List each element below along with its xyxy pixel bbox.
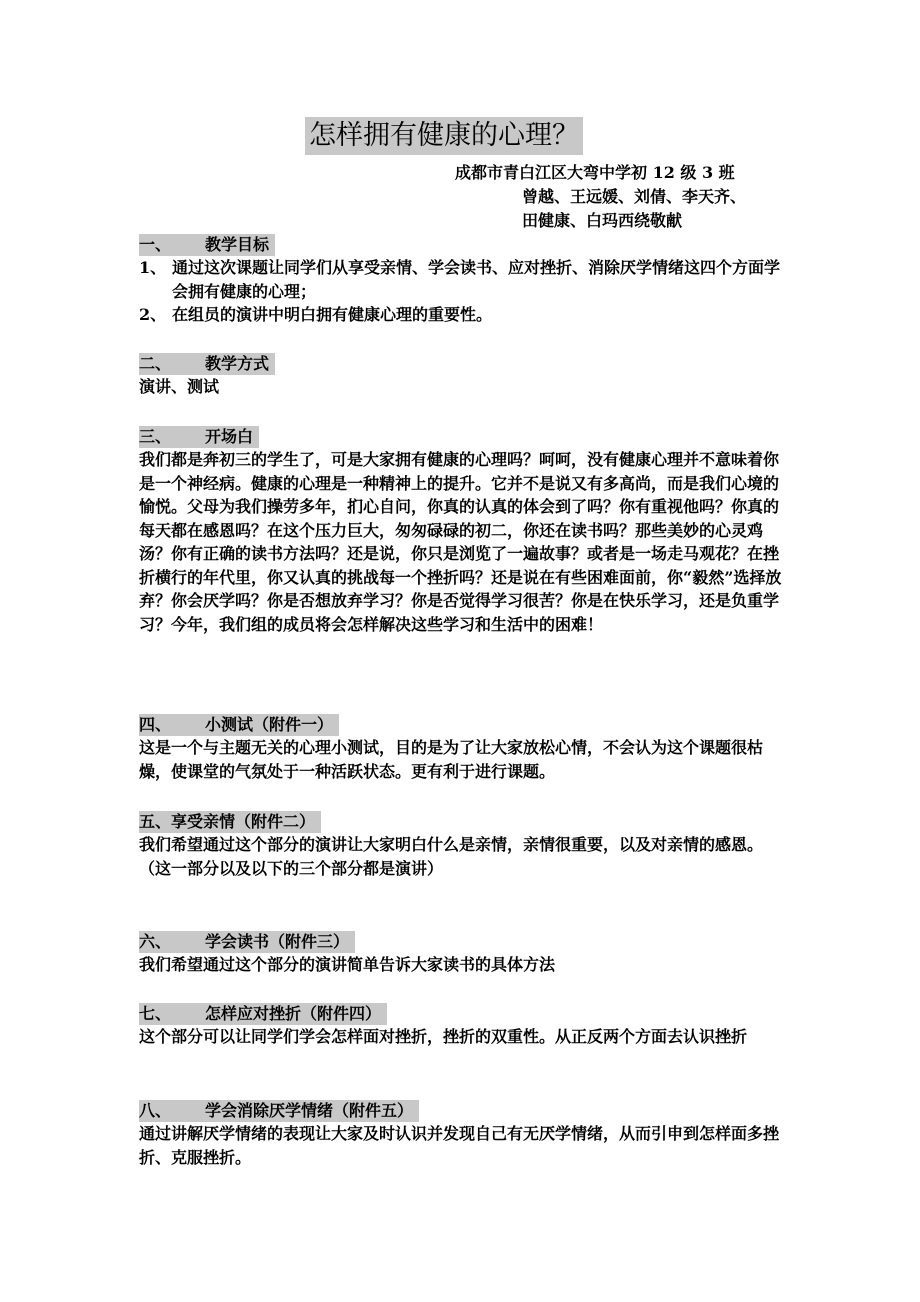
section-4-heading <box>139 714 339 736</box>
list-item-text: 在组员的演讲中明白拥有健康心理的重要性。 <box>172 305 493 324</box>
section-4-number: 四、 <box>139 715 172 734</box>
list-item <box>139 303 784 327</box>
document-title: 怎样拥有健康的心理？ <box>305 117 583 155</box>
section-3-number: 三、 <box>139 427 172 446</box>
section-4-body: 这是一个与主题无关的心理小测试，目的是为了让大家放松心情，不会认为这个课题很枯燥，使课堂的气氛处于一种活跃状态。更有利于进行课题。 <box>139 738 764 781</box>
section-7-body: 这个部分可以让同学们学会怎样面对挫折，挫折的双重性。从正反两个方面去认识挫折 <box>139 1027 748 1046</box>
authors-line-1: 曾越、王远媛、刘倩、李天齐、 <box>522 187 747 206</box>
section-8-number: 八、 <box>139 1101 172 1120</box>
list-item-number: 1、 <box>139 258 167 277</box>
section-8-body: 通过讲解厌学情绪的表现让大家及时认识并发现自己有无厌学情绪，从而引申到怎样面多挫折、克服挫折。 <box>139 1124 780 1167</box>
section-1-title: 教学目标 <box>205 235 270 254</box>
section-3-heading <box>139 426 259 448</box>
section-6-heading <box>139 931 355 953</box>
section-6-title: 学会读书（附件三） <box>205 932 350 951</box>
section-5-number: 五、 <box>139 812 172 831</box>
section-6 <box>139 931 784 977</box>
section-7-heading <box>139 1003 387 1025</box>
section-3-title: 开场白 <box>205 427 254 446</box>
section-8-heading <box>139 1100 419 1122</box>
section-8-title: 学会消除厌学情绪（附件五） <box>205 1101 414 1120</box>
section-7-title: 怎样应对挫折（附件四） <box>205 1004 382 1023</box>
section-4-title: 小测试（附件一） <box>205 715 334 734</box>
section-1-heading <box>139 234 275 256</box>
list-item-number: 2、 <box>139 305 167 324</box>
section-2-body: 演讲、测试 <box>139 377 220 396</box>
list-item <box>139 256 784 303</box>
section-5-title: 享受亲情（附件二） <box>171 812 316 831</box>
section-1-number: 一、 <box>139 235 172 254</box>
section-5 <box>139 811 784 880</box>
section-7-number: 七、 <box>139 1004 172 1023</box>
section-2 <box>139 353 784 399</box>
list-item-text: 通过这次课题让同学们从享受亲情、学会读书、应对挫折、消除厌学情绪这四个方面学会拥有健康的心理； <box>172 258 781 301</box>
section-6-number: 六、 <box>139 932 172 951</box>
section-7 <box>139 1003 784 1049</box>
section-6-body: 我们希望通过这个部分的演讲简单告诉大家读书的具体方法 <box>139 955 556 974</box>
section-3-body: 我们都是奔初三的学生了，可是大家拥有健康的心理吗？呵呵，没有健康心理并不意味着你是一个神经病。健康的心理是一种精神上的提升。它并不是说又有多高尚，而是我们心境的愉悦。父母为我们操劳多年，扪心自问，你真的认真的体会到了吗？你有重视他吗？你真的每天都在感恩吗？在这个压力巨大，匆匆碌碌的初二，你还在读书吗？那些美妙的心灵鸡汤？你有正确的读书方法吗？还是说，你只是浏览了一遍故事？或者是一场走马观花？在挫折横行的年代里，你又认真的挑战每一个挫折吗？还是说在有些困难面前，你“毅然”选择放弃？你会厌学吗？你是否想放弃学习？你是否觉得学习很苦？你是在快乐学习，还是负重学习？今年，我们组的成员将会怎样解决这些学习和生活中的困难！ <box>139 450 782 634</box>
section-1 <box>139 234 784 327</box>
section-3 <box>139 426 784 636</box>
section-5-body: 我们希望通过这个部分的演讲让大家明白什么是亲情，亲情很重要，以及对亲情的感恩。 <box>139 835 764 854</box>
section-2-heading <box>139 353 275 375</box>
authors-line-2: 田健康、白玛西绕敬献 <box>522 211 683 230</box>
section-2-title: 教学方式 <box>205 354 270 373</box>
section-2-number: 二、 <box>139 354 172 373</box>
goal-list <box>139 256 784 327</box>
section-5-heading <box>139 811 321 833</box>
section-8 <box>139 1100 784 1169</box>
section-4 <box>139 714 784 783</box>
section-5-note: （这一部分以及以下的三个部分都是演讲） <box>139 858 444 878</box>
school-line: 成都市青白江区大弯中学初 12 级 3 班 <box>455 163 735 182</box>
